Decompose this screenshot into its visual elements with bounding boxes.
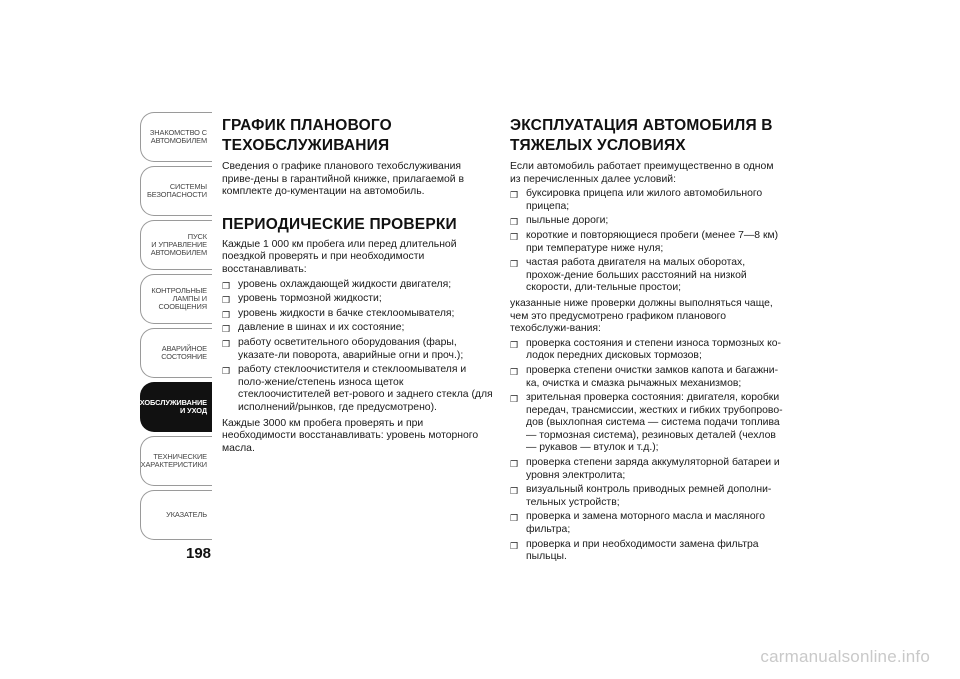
title-line-1: ЭКСПЛУАТАЦИЯ АВТОМОБИЛЯ В [510, 117, 773, 134]
list-item-text: частая работа двигателя на малых оборотах, прохож-дение больших расстояний на низкой скорости, дли-тельные простои; [526, 257, 747, 294]
list-item [510, 457, 786, 482]
checkbox-icon: ❒ [222, 324, 231, 335]
list-item-text: уровень жидкости в бачке стеклоомывателя; [238, 307, 455, 319]
list-item [222, 279, 494, 292]
right-column [510, 116, 786, 566]
list-item [510, 230, 786, 255]
list-item [222, 322, 494, 335]
frequent-checks-list [510, 338, 786, 564]
tab-emergency[interactable]: АВАРИЙНОЕ СОСТОЯНИЕ [140, 328, 212, 378]
checkbox-icon: ❒ [510, 339, 519, 350]
section-tabs [130, 112, 212, 544]
list-item [222, 364, 494, 414]
checks-intro: Каждые 1 000 км пробега или перед длительной поездкой проверять и при необходимости восстанавливать: [222, 238, 457, 275]
section-title [222, 116, 494, 156]
list-item-text: работу стеклоочистителя и стеклоомывателя и поло-жение/степень износа щеток стеклоочистителей вет-рового и заднего стекла (для исполнений/рынков, где предусмотрено). [238, 364, 493, 413]
tab-maintenance[interactable]: ТЕХОБСЛУЖИВАНИЕ И УХОД [140, 382, 212, 432]
list-item [510, 539, 786, 564]
watermark: carmanualsonline.info [760, 647, 930, 666]
list-item-text: пыльные дороги; [526, 215, 609, 227]
list-item-text: проверка состояния и степени износа тормозных ко-лодок передних дисковых тормозов; [526, 337, 782, 362]
subsection-title: ПЕРИОДИЧЕСКИЕ ПРОВЕРКИ [222, 215, 457, 233]
oil-check-paragraph: Каждые 3000 км пробега проверять и при необходимости восстанавливать: уровень моторного масла. [222, 417, 479, 454]
list-item [222, 293, 494, 306]
list-item-text: проверка степени заряда аккумуляторной батареи и уровня электролита; [526, 457, 780, 481]
checkbox-icon: ❒ [510, 486, 519, 497]
title-line-2: ТЕХОБСЛУЖИВАНИЯ [222, 137, 390, 154]
checkbox-icon: ❒ [510, 259, 519, 270]
list-item [510, 511, 786, 536]
title-line-2: ТЯЖЕЛЫХ УСЛОВИЯХ [510, 137, 686, 154]
list-item-text: уровень тормозной жидкости; [238, 293, 382, 305]
checkbox-icon: ❒ [510, 231, 519, 242]
checkbox-icon: ❒ [510, 459, 519, 470]
list-item-text: визуальный контроль приводных ремней дополни-тельных устройств; [526, 484, 772, 508]
tab-intro[interactable]: ЗНАКОМСТВО С АВТОМОБИЛЕМ [140, 112, 212, 162]
tab-warning-lights[interactable]: КОНТРОЛЬНЫЕ ЛАМПЫ И СООБЩЕНИЯ [140, 274, 212, 324]
list-item [510, 215, 786, 228]
list-item [510, 188, 786, 213]
list-item [510, 365, 786, 390]
page-number: 198 [186, 545, 212, 562]
list-item-text: буксировка прицепа или жилого автомобильного прицепа; [526, 188, 763, 212]
list-item-text: уровень охлаждающей жидкости двигателя; [238, 278, 452, 290]
tab-safety[interactable]: СИСТЕМЫ БЕЗОПАСНОСТИ [140, 166, 212, 216]
intro-paragraph: Сведения о графике планового техобслуживания приве-дены в гарантийной книжке, прилагаемой в комплекте до-кументации на автомобиль. [222, 161, 464, 198]
checkbox-icon: ❒ [222, 280, 231, 291]
checkbox-icon: ❒ [222, 295, 231, 306]
checkbox-icon: ❒ [222, 338, 231, 349]
left-column [222, 116, 494, 455]
checkbox-icon: ❒ [222, 366, 231, 377]
section-title [510, 116, 786, 156]
list-item [222, 308, 494, 321]
tab-starting-driving[interactable]: ПУСК И УПРАВЛЕНИЕ АВТОМОБИЛЕМ [140, 220, 212, 270]
list-item-text: работу осветительного оборудования (фары, указате-ли поворота, аварийные огни и проч.); [238, 336, 464, 361]
checkbox-icon: ❒ [222, 309, 231, 320]
conditions-list [510, 188, 786, 295]
frequent-checks-intro: указанные ниже проверки должны выполняться чаще, чем это предусмотрено графиком планового техобслужи-вания: [510, 297, 773, 335]
list-item-text: давление в шинах и их состояние; [238, 322, 405, 334]
periodic-checks-list [222, 279, 494, 415]
list-item-text: зрительная проверка состояния: двигателя, коробки передач, трансмиссии, жестких и гибких трубопрово-дов (выхлопная система — система подачи топлива — тормозная система), резиновых деталей (чехлов — рукавов — втулок и т.д.); [526, 392, 783, 454]
tab-specifications[interactable]: ТЕХНИЧЕСКИЕ ХАРАКТЕРИСТИКИ [140, 436, 212, 486]
checkbox-icon: ❒ [510, 366, 519, 377]
list-item-text: короткие и повторяющиеся пробеги (менее 7—8 км) при температуре ниже нуля; [526, 229, 779, 254]
checkbox-icon: ❒ [510, 190, 519, 201]
title-line-1: ГРАФИК ПЛАНОВОГО [222, 117, 392, 134]
list-item [510, 338, 786, 363]
list-item [510, 257, 786, 295]
checkbox-icon: ❒ [510, 513, 519, 524]
intro-paragraph: Если автомобиль работает преимущественно в одном из перечисленных далее условий: [510, 161, 774, 185]
checkbox-icon: ❒ [510, 217, 519, 228]
checkbox-icon: ❒ [510, 540, 519, 551]
tab-index[interactable]: УКАЗАТЕЛЬ [140, 490, 212, 540]
list-item [510, 484, 786, 509]
list-item-text: проверка и при необходимости замена фильтра пыльцы. [526, 538, 759, 563]
list-item-text: проверка степени очистки замков капота и багажни-ка, очистка и смазка рычажных механизмов; [526, 364, 779, 389]
checkbox-icon: ❒ [510, 394, 519, 405]
list-item [222, 337, 494, 362]
list-item-text: проверка и замена моторного масла и масляного фильтра; [526, 511, 765, 536]
list-item [510, 392, 786, 455]
